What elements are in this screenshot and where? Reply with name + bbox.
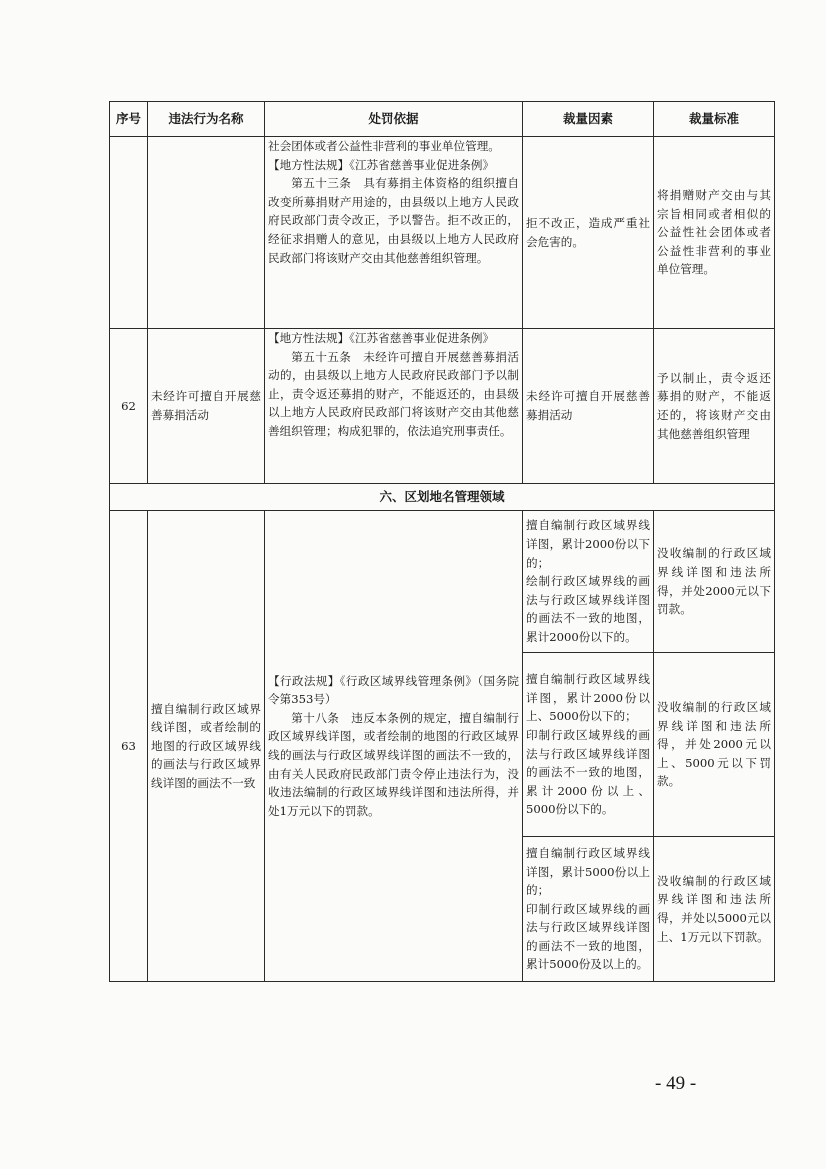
cell-basis (265, 329, 523, 484)
table-row-continued (110, 137, 775, 329)
header-standard: 裁量标准 (654, 102, 775, 137)
basis-article: 第五十五条 未经许可擅自开展慈善募捐活动的，由县级以上地方人民政府民政部门予以制止，责令返还募捐的财产，不能返还的，由县级以上地方人民政府民政部门将该财产交由其他慈善组织管理；构成犯罪的，依法追究刑事责任。 (268, 349, 519, 438)
factor-line: 擅自编制行政区域界线详图，累计2000份以上、5000份以下的； (526, 672, 650, 724)
cell-factor (523, 837, 654, 982)
cell-name (148, 137, 265, 329)
factor-line: 绘制行政区域界线的画法与行政区域界线详图的画法不一致的地图，累计2000份以下的。 (526, 574, 650, 644)
cell-factor: 未经许可擅自开展慈善募捐活动 (523, 329, 654, 484)
penalty-table (109, 101, 775, 982)
cell-standard: 没收编制的行政区域界线详图和违法所得，并处2000元以下罚款。 (654, 511, 775, 653)
header-name: 违法行为名称 (148, 102, 265, 137)
cell-no: 62 (110, 329, 148, 484)
basis-law-title: 【地方性法规】《江苏省慈善事业促进条例》 (268, 331, 495, 345)
cell-factor (523, 511, 654, 653)
page-number: - 49 - (655, 1073, 697, 1094)
basis-article: 第五十三条 具有募捐主体资格的组织擅自改变所募捐财产用途的，由县级以上地方人民政府民政部门责令改正，予以警告。拒不改正的，经征求捐赠人的意见，由县级以上地方人民政府民政部门将该财产交由其他慈善组织管理。 (268, 176, 519, 265)
cell-basis (265, 511, 523, 982)
cell-basis (265, 137, 523, 329)
header-basis: 处罚依据 (265, 102, 523, 137)
table-row-62 (110, 329, 775, 484)
table-row-63-tier-1 (110, 511, 775, 653)
cell-no (110, 137, 148, 329)
basis-text: 社会团体或者公益性非营利的事业单位管理。 (268, 139, 500, 153)
basis-law-title: 【行政法规】《行政区域界线管理条例》（国务院令第353号） (268, 673, 519, 707)
cell-name: 未经许可擅自开展慈善募捐活动 (148, 329, 265, 484)
cell-no: 63 (110, 511, 148, 982)
factor-line: 印制行政区域界线的画法与行政区域界线详图的画法不一致的地图，累计5000份及以上的。 (526, 901, 650, 972)
header-no: 序号 (110, 102, 148, 137)
factor-line: 印制行政区域界线的画法与行政区域界线详图的画法不一致的地图，累计2000份以上、5000份以下的。 (526, 727, 650, 817)
cell-standard: 没收编制的行政区域界线详图和违法所得，并处以5000元以上、1万元以下罚款。 (654, 837, 775, 982)
factor-line: 擅自编制行政区域界线详图，累计2000份以下的； (526, 518, 650, 570)
section-heading-row (110, 484, 775, 511)
cell-standard: 予以制止，责令返还募捐的财产，不能返还的，将该财产交由其他慈善组织管理 (654, 329, 775, 484)
section-heading: 六、区划地名管理领域 (110, 484, 775, 511)
cell-standard: 将捐赠财产交由与其宗旨相同或者相似的公益性社会团体或者公益性非营利的事业单位管理。 (654, 137, 775, 329)
basis-article: 第十八条 违反本条例的规定，擅自编制行政区域界线详图，或者绘制的地图的行政区域界线的画法与行政区域界线详图的画法不一致的，由有关人民政府民政部门责令停止违法行为，没收违法编制的行政区域界线详图和违法所得，并处1万元以下的罚款。 (268, 710, 519, 818)
cell-factor (523, 653, 654, 837)
factor-line: 擅自编制行政区域界线详图，累计5000份以上的； (526, 845, 650, 898)
header-row (110, 102, 775, 137)
cell-standard: 没收编制的行政区域界线详图和违法所得，并处2000元以上、5000元以下罚款。 (654, 653, 775, 837)
cell-name: 擅自编制行政区域界线详图，或者绘制的地图的行政区域界线的画法与行政区域界线详图的画法不一致 (148, 511, 265, 982)
cell-factor: 拒不改正，造成严重社会危害的。 (523, 137, 654, 329)
basis-law-title: 【地方性法规】《江苏省慈善事业促进条例》 (268, 157, 495, 172)
header-factors: 裁量因素 (523, 102, 654, 137)
